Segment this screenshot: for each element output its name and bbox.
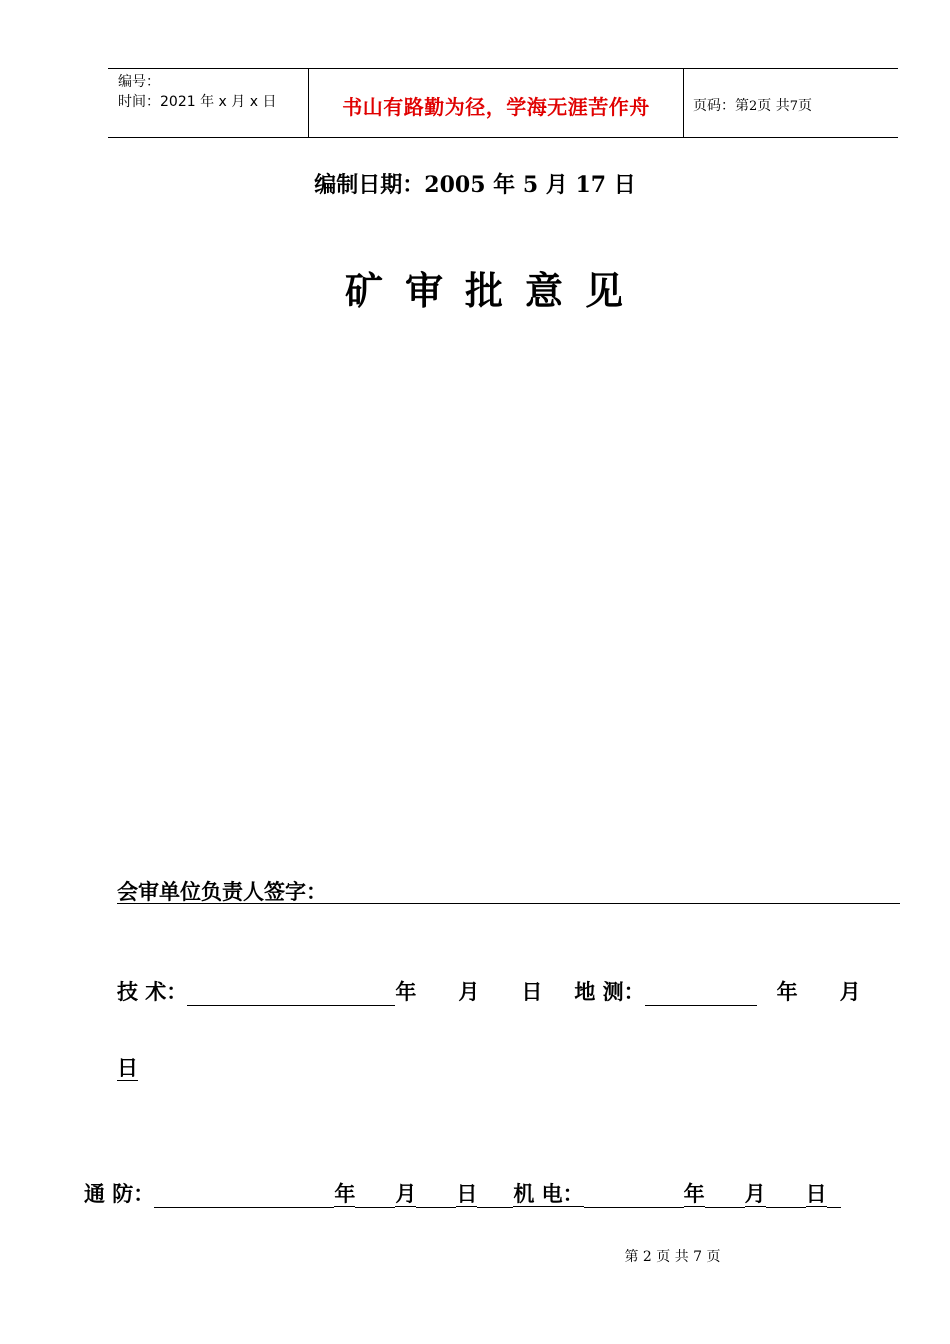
tech-day: 日 bbox=[521, 980, 543, 1004]
spacer bbox=[477, 1183, 513, 1208]
electro-signature-field[interactable] bbox=[584, 1183, 684, 1208]
ventilation-day: 日 bbox=[456, 1182, 478, 1206]
tech-month: 月 bbox=[458, 980, 480, 1004]
survey-label: 地 测： bbox=[574, 980, 645, 1004]
header-page-cell bbox=[683, 69, 898, 137]
ventilation-month: 月 bbox=[395, 1182, 417, 1206]
ventilation-label: 通 防： bbox=[84, 1182, 155, 1206]
survey-day: 日 bbox=[117, 1056, 138, 1080]
page-code-suffix: 页 bbox=[798, 98, 813, 114]
compile-date: 编制日期：2005 年 5 月 17 日 bbox=[314, 172, 636, 198]
document-time-label: 时间：2021 年 x 月 x 日 bbox=[118, 94, 277, 110]
header-motto: 书山有路勤为径，学海无涯苦作舟 bbox=[342, 95, 650, 119]
spacer bbox=[355, 1183, 395, 1208]
document-number-label: 编号： bbox=[118, 74, 160, 90]
page-header bbox=[108, 68, 898, 138]
approval-row-1 bbox=[117, 976, 861, 1006]
page-code-total: 7 bbox=[789, 99, 799, 114]
page-code-current: 2 bbox=[749, 99, 758, 114]
header-motto-cell bbox=[308, 69, 684, 137]
tech-signature-field[interactable] bbox=[187, 981, 383, 1006]
spacer bbox=[827, 1183, 841, 1208]
header-left-cell bbox=[108, 69, 308, 137]
tech-underline-pad bbox=[383, 981, 395, 1006]
electro-day: 日 bbox=[805, 1182, 827, 1206]
spacer bbox=[766, 1183, 806, 1208]
approval-row-1-wrap bbox=[117, 1052, 138, 1082]
survey-year: 年 bbox=[776, 980, 798, 1004]
electro-year: 年 bbox=[683, 1182, 705, 1206]
page-footer: 第 2 页 共 7 页 bbox=[624, 1249, 721, 1265]
survey-month: 月 bbox=[839, 980, 861, 1004]
page-code-prefix: 页码：第 bbox=[693, 98, 749, 114]
ventilation-signature-field[interactable] bbox=[154, 1183, 334, 1208]
tech-label: 技 术： bbox=[117, 980, 188, 1004]
spacer bbox=[705, 1183, 745, 1208]
tech-year: 年 bbox=[395, 980, 417, 1004]
electro-label: 机 电： bbox=[513, 1182, 584, 1206]
approval-row-2 bbox=[84, 1178, 841, 1208]
signature-label: 会审单位负责人签字： bbox=[117, 880, 327, 904]
page-title: 矿审批意见 bbox=[344, 268, 645, 313]
spacer bbox=[416, 1183, 456, 1208]
page-code bbox=[693, 95, 812, 115]
page-code-mid: 页 共 bbox=[757, 98, 790, 114]
electro-month: 月 bbox=[744, 1182, 766, 1206]
signature-line bbox=[117, 876, 900, 904]
survey-signature-field[interactable] bbox=[645, 981, 757, 1006]
ventilation-year: 年 bbox=[334, 1182, 356, 1206]
